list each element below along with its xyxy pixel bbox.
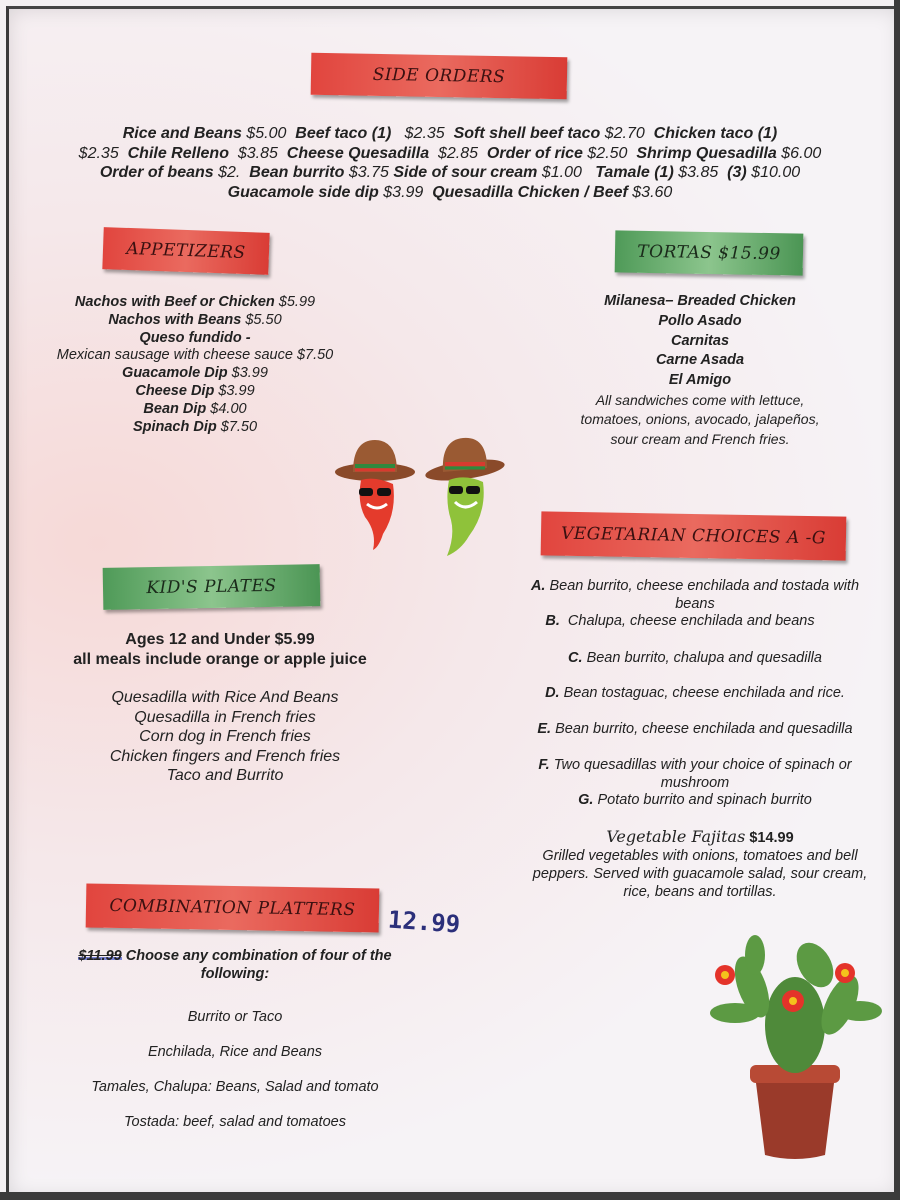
item-price: $3.85 bbox=[237, 144, 278, 162]
tortas-banner bbox=[615, 230, 804, 275]
item-price: $2.50 bbox=[587, 144, 628, 162]
item-price: $3.85 bbox=[678, 164, 719, 181]
handwritten-price: 12.99 bbox=[387, 905, 462, 939]
kids-item: Chicken fingers and French fries bbox=[109, 747, 341, 765]
combination-options bbox=[40, 1000, 430, 1140]
item-price: $2.35 bbox=[404, 125, 445, 142]
chili-peppers-illustration bbox=[335, 432, 510, 562]
side-orders-line-1 bbox=[20, 124, 880, 144]
frame-edge-bottom bbox=[0, 1192, 900, 1200]
appetizer-item: Nachos with Beans $5.50 bbox=[108, 311, 282, 328]
item-price: $5.00 bbox=[246, 125, 287, 142]
side-orders-line-4 bbox=[20, 183, 880, 203]
cactus-illustration bbox=[700, 925, 890, 1165]
torta-item: El Amigo bbox=[668, 372, 732, 389]
kids-plates-info bbox=[20, 630, 420, 670]
appetizer-item: Queso fundido - bbox=[139, 329, 251, 346]
item-price: $2.35 bbox=[78, 144, 119, 162]
item-name: Order of beans bbox=[99, 164, 214, 181]
kids-item: Quesadilla in French fries bbox=[134, 708, 316, 726]
item-name: Cheese Quesadilla bbox=[286, 144, 430, 162]
side-orders-banner bbox=[311, 53, 568, 99]
vegetarian-banner bbox=[541, 511, 847, 560]
kids-juice-line: all meals include orange or apple juice bbox=[73, 651, 367, 668]
appetizer-item: Nachos with Beef or Chicken $5.99 bbox=[74, 294, 316, 310]
veg-choice-d: D. Bean tostaguac, cheese enchilada and rice. bbox=[545, 685, 845, 701]
item-price: $1.00 bbox=[541, 164, 582, 181]
torta-item: Carnitas bbox=[670, 332, 730, 349]
item-name: Beef taco (1) bbox=[295, 125, 392, 142]
item-price: $2.85 bbox=[437, 144, 479, 162]
kids-item: Taco and Burrito bbox=[166, 767, 284, 785]
tortas-list bbox=[540, 292, 860, 449]
tortas-title: TORTAS $15.99 bbox=[637, 241, 781, 265]
item-name: Order of rice bbox=[486, 144, 583, 162]
veg-choice-g: G. Potato burrito and spinach burrito bbox=[578, 792, 812, 808]
item-price: $2. bbox=[218, 164, 241, 181]
appetizer-item: Cheese Dip $3.99 bbox=[135, 382, 255, 399]
fajitas-title: Vegetable Fajitas bbox=[606, 827, 746, 846]
item-name: Side of sour cream bbox=[393, 164, 538, 181]
item-name: Chile Relleno bbox=[127, 144, 229, 162]
appetizers-banner bbox=[102, 227, 269, 275]
vegetable-fajitas: Vegetable Fajitas $14.99 Grilled vegetables with onions, tomatoes and bell peppers. Served with guacamole salad, sour cream, rice, beans and tortillas. bbox=[532, 827, 868, 900]
item-name: Tamale (1) bbox=[595, 164, 674, 181]
veg-choice-f: F. Two quesadillas with your choice of spinach or mushroom bbox=[538, 757, 852, 791]
combination-option: Burrito or Taco bbox=[187, 1009, 283, 1025]
kids-plates-title: KID'S PLATES bbox=[146, 575, 277, 599]
item-name: Quesadilla Chicken / Beef bbox=[432, 183, 628, 201]
torta-item: Milanesa– Breaded Chicken bbox=[604, 293, 796, 309]
appetizer-item: Mexican sausage with cheese sauce $7.50 bbox=[56, 347, 334, 364]
item-name: Chicken taco (1) bbox=[653, 125, 778, 142]
item-price: $10.00 bbox=[751, 164, 801, 181]
combination-banner bbox=[86, 883, 380, 932]
appetizer-item: Bean Dip $4.00 bbox=[143, 400, 247, 417]
side-orders-title: SIDE ORDERS bbox=[372, 64, 506, 88]
appetizer-item: Guacamole Dip $3.99 bbox=[122, 365, 268, 382]
veg-choice-b: B. Chalupa, cheese enchilada and beans bbox=[545, 613, 815, 629]
vegetarian-title: VEGETARIAN CHOICES A -G bbox=[560, 523, 827, 549]
combination-intro: $11.99 Choose any combination of four of the following: bbox=[78, 948, 392, 982]
item-price: $3.99 bbox=[383, 183, 424, 201]
kids-item: Corn dog in French fries bbox=[139, 728, 311, 746]
item-price: $6.00 bbox=[781, 144, 822, 162]
item-name: (3) bbox=[727, 164, 747, 181]
side-orders-line-3 bbox=[20, 163, 880, 183]
torta-item: Carne Asada bbox=[655, 352, 745, 369]
item-price: $2.70 bbox=[604, 125, 645, 142]
combination-option: Tamales, Chalupa: Beans, Salad and tomato bbox=[91, 1079, 379, 1095]
appetizers-list bbox=[20, 294, 370, 436]
item-price: $3.75 bbox=[348, 164, 389, 181]
old-price: $11.99 bbox=[78, 948, 122, 964]
kids-plates-list bbox=[20, 688, 430, 786]
veg-choice-a: A. Bean burrito, cheese enchilada and tostada with beans bbox=[530, 578, 860, 612]
item-name: Rice and Beans bbox=[122, 125, 242, 142]
side-orders-list bbox=[20, 124, 880, 202]
kids-plates-banner bbox=[103, 564, 321, 610]
item-name: Guacamole side dip bbox=[227, 183, 379, 201]
combination-title: COMBINATION PLATTERS bbox=[109, 895, 356, 921]
item-price: $3.60 bbox=[632, 183, 673, 201]
item-name: Soft shell beef taco bbox=[453, 125, 601, 142]
veg-choice-e: E. Bean burrito, cheese enchilada and quesadilla bbox=[537, 721, 853, 737]
side-orders-line-2 bbox=[20, 144, 880, 164]
item-name: Shrimp Quesadilla bbox=[636, 144, 777, 162]
torta-item: Pollo Asado bbox=[658, 312, 742, 329]
combination-option: Enchilada, Rice and Beans bbox=[147, 1044, 323, 1060]
appetizer-item: Spinach Dip $7.50 bbox=[132, 418, 258, 435]
tortas-note: All sandwiches come with lettuce, tomatoes, onions, avocado, jalapeños, sour cream and French fries. bbox=[580, 391, 820, 447]
veg-choice-c: C. Bean burrito, chalupa and quesadilla bbox=[568, 650, 822, 666]
combination-option: Tostada: beef, salad and tomatoes bbox=[124, 1114, 346, 1130]
frame-edge-right bbox=[894, 0, 900, 1200]
fajitas-price: $14.99 bbox=[749, 830, 794, 846]
item-name: Bean burrito bbox=[249, 164, 345, 181]
kids-age-line: Ages 12 and Under $5.99 bbox=[125, 631, 315, 648]
appetizers-title: APPETIZERS bbox=[126, 238, 246, 264]
kids-item: Quesadilla with Rice And Beans bbox=[111, 689, 339, 706]
